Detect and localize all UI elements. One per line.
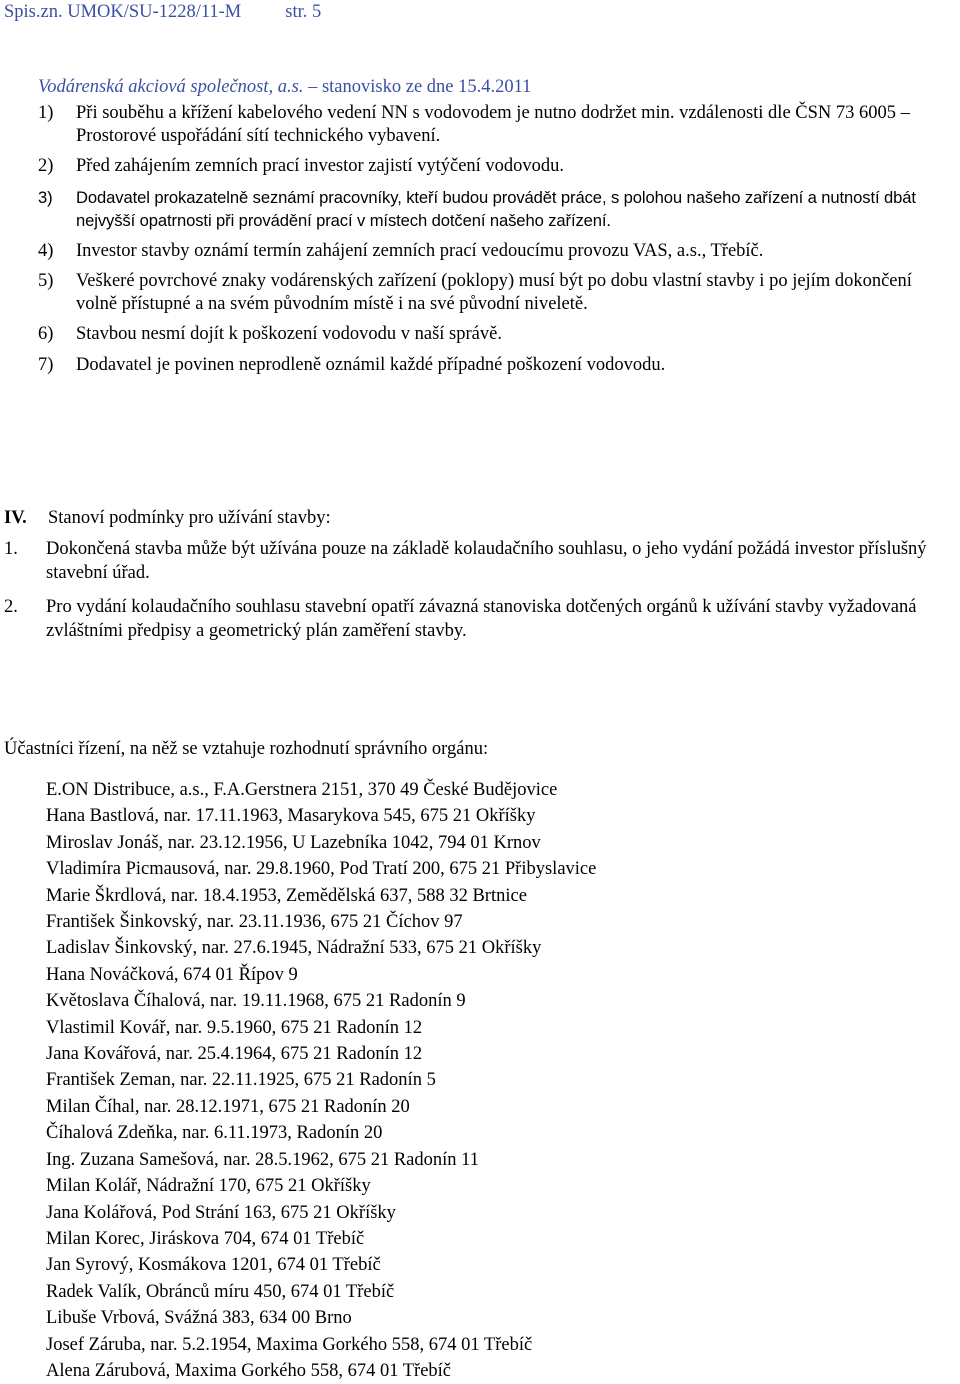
vas-condition-item: 6) Stavbou nesmí dojít k poškození vodovodu v naší správě. [38,324,502,344]
participant-item: E.ON Distribuce, a.s., F.A.Gerstnera 2151, 370 49 České Budějovice [46,780,558,800]
participant-item: Milan Kolář, Nádražní 170, 675 21 Okříšky [46,1176,371,1197]
vas-condition-item: 1) Při souběhu a křížení kabelového vedení NN s vodovodem je nutno dodržet min. vzdálenosti dle ČSN 73 6005 – Prostorové uspořádání sítí technického vybavení. [38,103,910,146]
vas-conditions-list [38,102,954,384]
participant-item: Milan Korec, Jiráskova 704, 674 01 Třebíč [46,1228,365,1249]
participant-item: Ladislav Šinkovský, nar. 27.6.1945, Nádražní 533, 675 21 Okříšky [46,938,542,959]
participant-item: Jana Kolářová, Pod Strání 163, 675 21 Okříšky [46,1202,396,1223]
vas-company-name: Vodárenská akciová společnost, a.s. [38,77,304,97]
file-reference: Spis.zn. UMOK/SU-1228/11-M [4,2,242,22]
usage-condition-item: 1. Dokončená stavba může být užívána pouze na základě kolaudačního souhlasu, o jeho vydání požádá investor příslušný stavební úřad. [4,539,927,583]
participant-item: Josef Záruba, nar. 5.2.1954, Maxima Gorkého 558, 674 01 Třebíč [46,1334,533,1355]
page-number: str. 5 [285,2,322,22]
participant-item: Vladimíra Picmausová, nar. 29.8.1960, Pod Tratí 200, 675 21 Přibyslavice [46,859,597,880]
vas-statement-title [38,77,531,98]
participant-item: Hana Bastlová, nar. 17.11.1963, Masarykova 545, 675 21 Okříšky [46,806,536,827]
participant-item: Květoslava Číhalová, nar. 19.11.1968, 675 21 Radonín 9 [46,991,466,1012]
participant-item: Hana Nováčková, 674 01 Řípov 9 [46,964,298,985]
participant-item: Jan Syrový, Kosmákova 1201, 674 01 Třebíč [46,1255,381,1276]
participant-item: Marie Škrdlová, nar. 18.4.1953, Zemědělská 637, 588 32 Brtnice [46,885,527,906]
section-number: IV. [4,508,27,528]
vas-condition-item: 3) Dodavatel prokazatelně seznámí pracovníky, kteří budou provádět práce, s polohou našeho zařízení a nutností dbát nejvyšší opatrnosti při provádění prací v místech dotčení našeho zařízení. [38,187,916,230]
vas-condition-item: 2) Před zahájením zemních prací investor zajistí vytýčení vodovodu. [38,156,565,176]
participant-item: Milan Číhal, nar. 28.12.1971, 675 21 Radonín 20 [46,1096,410,1117]
participant-item: Alena Zárubová, Maxima Gorkého 558, 674 01 Třebíč [46,1360,452,1381]
participants-list [46,777,596,1384]
vas-condition-item: 7) Dodavatel je povinen neprodleně oznámil každé případné poškození vodovodu. [38,354,666,375]
participant-item: Miroslav Jonáš, nar. 23.12.1956, U Lazebníka 1042, 794 01 Krnov [46,832,541,853]
participant-item: Radek Valík, Obránců míru 450, 674 01 Třebíč [46,1281,395,1302]
participant-item: Vlastimil Kovář, nar. 9.5.1960, 675 21 Radonín 12 [46,1017,423,1038]
page-header [4,2,321,23]
vas-condition-item: 5) Veškeré povrchové znaky vodárenských zařízení (poklopy) musí být po dobu vlastní stavby i po jejím dokončení volně přístupné a na svém původním místě i na své původní niveletě. [38,271,912,314]
section-heading [4,508,331,529]
vas-condition-item: 4) Investor stavby oznámí termín zahájení zemních prací vedoucímu provozu VAS, a.s., Třebíč. [38,240,764,261]
usage-conditions-list [4,537,956,653]
participant-item: Jana Kovářová, nar. 25.4.1964, 675 21 Radonín 12 [46,1044,423,1065]
participant-item: František Zeman, nar. 22.11.1925, 675 21 Radonín 5 [46,1070,436,1091]
participant-item: Ing. Zuzana Samešová, nar. 28.5.1962, 675 21 Radonín 11 [46,1149,479,1170]
usage-condition-item: 2. Pro vydání kolaudačního souhlasu stavební opatří závazná stanoviska dotčených orgánů k užívání stavby vyžadovaná zvláštními předpisy a geometrický plán zaměření stavby. [4,597,917,641]
participants-heading: Účastníci řízení, na něž se vztahuje rozhodnutí správního orgánu: [4,739,489,759]
participant-item: Číhalová Zdeňka, nar. 6.11.1973, Radonín 20 [46,1123,383,1144]
section-title: Stanoví podmínky pro užívání stavby: [48,508,331,528]
participant-item: František Šinkovský, nar. 23.11.1936, 675 21 Číchov 97 [46,912,463,933]
participant-item: Libuše Vrbová, Svážná 383, 634 00 Brno [46,1308,352,1329]
vas-statement-date: – stanovisko ze dne 15.4.2011 [303,77,532,97]
